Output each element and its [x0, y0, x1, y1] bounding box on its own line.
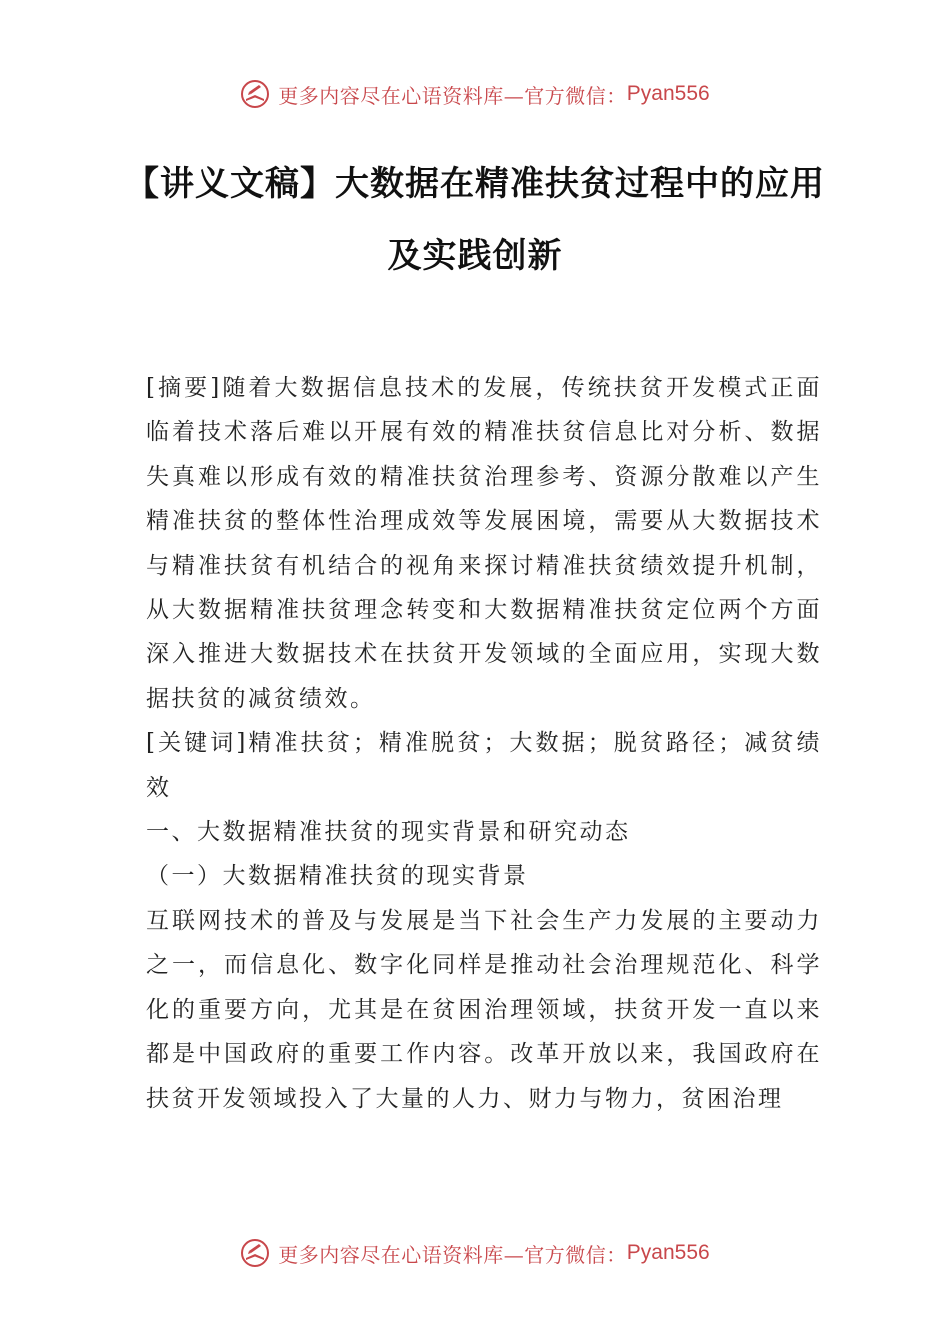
- abstract-paragraph: [摘要]随着大数据信息技术的发展，传统扶贫开发模式正面临着技术落后难以开展有效的精准扶贫信息比对分析、数据失真难以形成有效的精准扶贫治理参考、资源分散难以产生精准扶贫的整体性治理成效等发展困境，需要从大数据技术与精准扶贫有机结合的视角来探讨精准扶贫绩效提升机制， 从大数据精准扶贫理念转变和大数据精准扶贫定位两个方面深入推进大数据技术在扶贫开发领域的全面应用，实现大数据扶贫的减贫绩效。: [146, 375, 822, 712]
- body-paragraph: 互联网技术的普及与发展是当下社会生产力发展的主要动力之一，而信息化、数字化同样是推动社会治理规范化、科学化的重要方向，尤其是在贫困治理领域，扶贫开发一直以来都是中国政府的重要工作内容。改革开放以来，我国政府在扶贫开发领域投入了大量的人力、财力与物力，贫困治理: [146, 907, 822, 1112]
- section-heading: 一、大数据精准扶贫的现实背景和研究动态: [146, 819, 631, 846]
- subsection-heading: （一）大数据精准扶贫的现实背景: [146, 863, 529, 890]
- document-title: 【讲义文稿】大数据在精准扶贫过程中的应用及实践创新: [125, 164, 825, 276]
- document-body: [146, 366, 822, 1121]
- banner-text: 更多内容尽在心语资料库—官方微信：: [278, 1242, 627, 1267]
- wechat-id: Pyan556: [626, 82, 710, 105]
- banner-text: 更多内容尽在心语资料库—官方微信：: [278, 83, 627, 108]
- book-pen-logo-icon: [240, 1238, 270, 1268]
- header-banner: [0, 72, 950, 116]
- footer-banner: [0, 1231, 950, 1275]
- book-pen-logo-icon: [240, 79, 270, 109]
- keywords-paragraph: [关键词]精准扶贫；精准脱贫；大数据；脱贫路径；减贫绩效: [146, 730, 822, 801]
- wechat-id: Pyan556: [626, 1241, 710, 1264]
